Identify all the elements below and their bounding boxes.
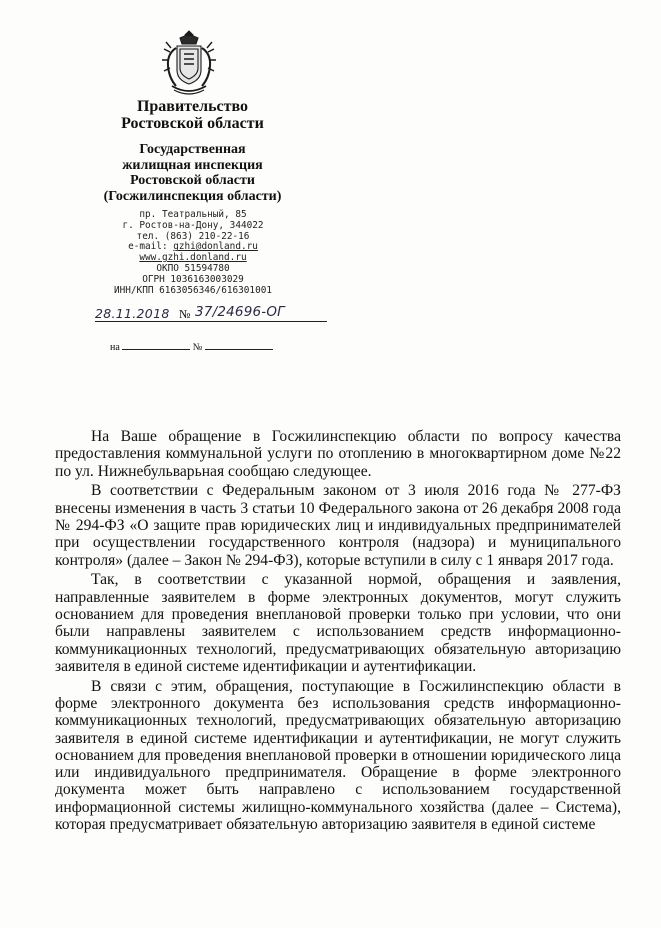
- website-link[interactable]: www.gzhi.donland.ru: [139, 252, 247, 264]
- reply-date-blank: [122, 340, 190, 350]
- contacts-block: [82, 210, 304, 296]
- body-paragraph-3: Так, в соответствии с указанной нормой, обращения и заявления, направленные заявителем в форме электронных документов, могут служить основанием для проведения внеплановой проверки только при условии, что они были направлены заявителем с использованием средств информационно-коммуникационных технологий, предусматривающих обязательную авторизацию заявителя в единой системе идентификации и аутентификации.: [55, 571, 621, 675]
- inn-kpp-line: ИНН/КПП 6163056346/616301001: [113, 284, 273, 296]
- insp-line-2: жилищная инспекция: [122, 157, 263, 173]
- body-paragraph-1: На Ваше обращение в Госжилинспекцию области по вопросу качества предоставления коммунальной услуги по отоплению в многоквартирном доме №22 по ул. Нижнебульварьная сообщаю следующее.: [55, 428, 621, 480]
- letter-body: [55, 428, 621, 833]
- reply-number-label: №: [192, 342, 203, 353]
- gov-line-2: Ростовской области: [121, 115, 264, 132]
- coat-of-arms-emblem: [160, 28, 218, 98]
- address-line-2: г. Ростов-на-Дону, 344022: [122, 219, 264, 231]
- ogrn-line: ОГРН 1036163003029: [142, 273, 244, 285]
- phone-line: тел. (863) 210-22-16: [136, 230, 250, 242]
- number-sign: №: [179, 307, 191, 321]
- insp-line-3: Ростовской области: [130, 173, 255, 188]
- gov-line-1: Правительство: [136, 98, 249, 115]
- registration-number: 37/24696-ОГ: [195, 304, 285, 320]
- email-link[interactable]: gzhi@donland.ru: [173, 241, 258, 253]
- body-paragraph-2: В соответствии с Федеральным законом от 3 июля 2016 года № 277-ФЗ внесены изменения в часть 3 статьи 10 Федерального закона от 26 декабря 2008 года № 294-ФЗ «О защите прав юридических лиц и индивидуальных предпринимателей при осуществлении государственного контроля (надзора) и муниципального контроля» (далее – Закон № 294-ФЗ), которые вступили в силу с 1 января 2017 года.: [55, 482, 621, 569]
- inspection-title: [80, 142, 305, 204]
- registration-line: [95, 302, 330, 326]
- email-label: e-mail:: [128, 241, 174, 253]
- reply-on-label: на: [110, 342, 120, 353]
- insp-line-4: (Госжилинспекция области): [103, 188, 282, 204]
- reply-number-blank: [205, 340, 273, 350]
- registration-underline: [95, 321, 327, 322]
- insp-line-1: Государственная: [139, 142, 246, 157]
- body-paragraph-4: В связи с этим, обращения, поступающие в Госжилинспекцию области в форме электронного документа без использования средств информационно-коммуникационных технологий, предусматривающих обязательную авторизацию заявителя в единой системе идентификации и аутентификации, не могут служить основанием для проведения внеплановой проверки в отношении юридического лица или индивидуального предпринимателя. Обращение в форме электронного документа может быть направлено с использованием государственной информационной системы жилищно-коммунального хозяйства (далее – Система), которая предусматривает обязательную авторизацию заявителя в единой системе: [55, 677, 621, 834]
- government-title: [80, 98, 305, 132]
- reply-reference-line: [110, 340, 273, 353]
- registration-date: 28.11.2018: [95, 306, 170, 321]
- address-line-1: пр. Театральный, 85: [139, 209, 247, 220]
- okpo-line: ОКПО 51594780: [156, 262, 230, 274]
